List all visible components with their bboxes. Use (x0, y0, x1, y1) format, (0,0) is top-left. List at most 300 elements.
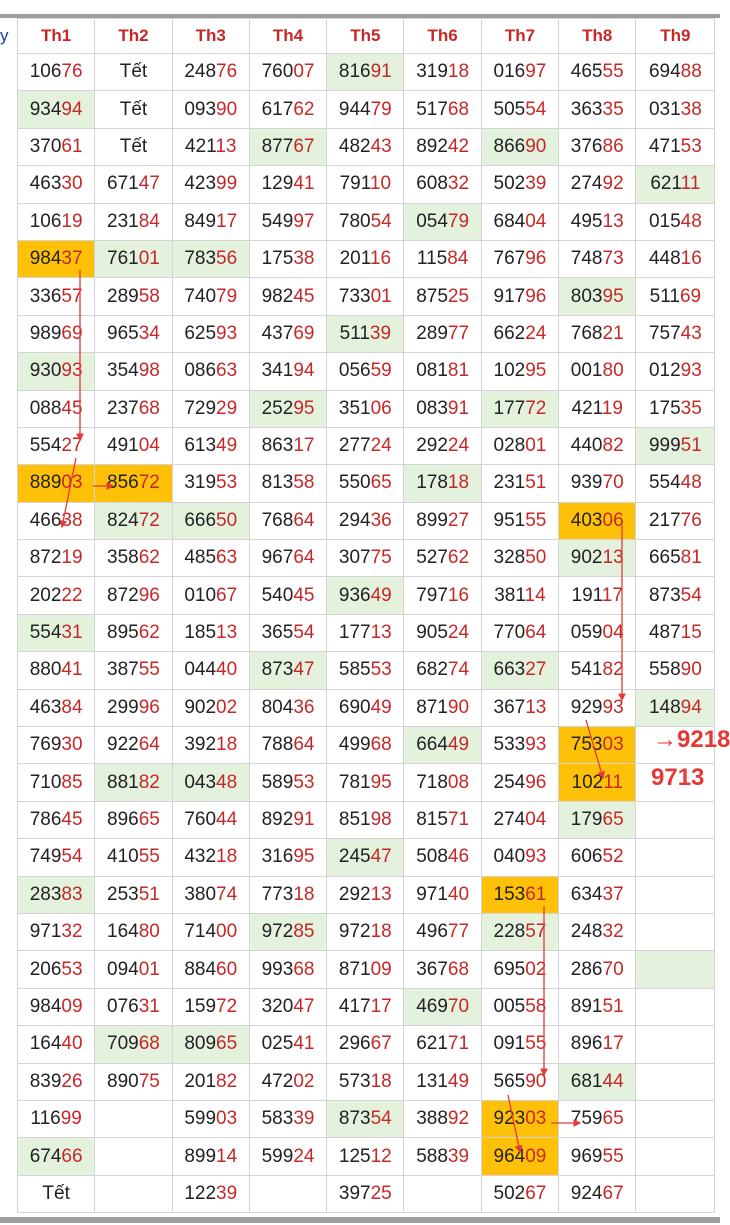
number-head: 088 (29, 397, 62, 419)
number-head: 086 (184, 360, 217, 382)
number-head: 554 (29, 622, 62, 644)
number-tail: 38 (293, 248, 315, 270)
number-tail: 96 (138, 696, 160, 718)
number-tail: 67 (216, 584, 238, 606)
number-tail: 56 (216, 248, 238, 270)
number-tail: 01 (370, 285, 392, 307)
number-head: 417 (338, 995, 371, 1017)
number-tail: 85 (293, 921, 315, 943)
number-tail: 61 (61, 135, 83, 157)
number-tail: 09 (525, 1145, 547, 1167)
number-tail: 68 (447, 98, 470, 120)
number-tail: 92 (602, 173, 624, 195)
number-head: 206 (29, 958, 62, 980)
number-tail: 11 (603, 771, 623, 793)
number-head: 286 (570, 958, 603, 980)
number-head: 358 (107, 547, 139, 569)
number-head: 076 (107, 995, 139, 1017)
number-tail: 09 (61, 995, 83, 1017)
number-head: 773 (261, 883, 294, 905)
number-tail: 44 (216, 809, 238, 830)
number-head: 982 (261, 285, 294, 307)
number-head: 929 (570, 696, 603, 718)
number-head: 972 (338, 921, 371, 943)
number-tail: 70 (602, 958, 624, 980)
number-tail: 95 (370, 771, 392, 793)
number-head: 502 (493, 173, 526, 195)
number-head: 502 (493, 1182, 526, 1204)
number-tail: 16 (447, 584, 470, 606)
number-head: 274 (493, 809, 526, 830)
number-head: 237 (107, 397, 139, 419)
number-tail: 77 (447, 921, 470, 943)
number-head: 664 (416, 734, 448, 756)
number-head: 769 (29, 734, 62, 756)
number-head: 185 (184, 622, 217, 644)
number-head: 299 (107, 696, 139, 718)
number-head: 863 (261, 435, 294, 457)
number-tail: 18 (216, 734, 238, 756)
number-head: 606 (570, 846, 603, 868)
number-tail: 96 (525, 771, 547, 793)
number-tail: 85 (61, 771, 83, 793)
number-head: 252 (261, 397, 294, 419)
number-head: 690 (338, 696, 371, 718)
number-tail: 59 (370, 360, 392, 382)
number-head: 508 (416, 846, 448, 868)
number-tail: 54 (370, 1108, 392, 1130)
number-tail: 24 (525, 322, 547, 344)
number-tail: 21 (602, 322, 624, 344)
number-tail: 52 (602, 846, 624, 868)
number-head: 902 (570, 547, 603, 569)
number-tail: 55 (602, 61, 624, 83)
number-head: 780 (338, 210, 371, 232)
number-head: 613 (184, 435, 217, 457)
number-head: 971 (29, 921, 62, 943)
number-head: 694 (648, 61, 681, 83)
number-head: 081 (416, 360, 448, 382)
number-head: 056 (338, 360, 371, 382)
number-tail: 15 (680, 622, 702, 644)
number-head: 517 (416, 98, 448, 120)
number-tail: 75 (138, 1070, 160, 1092)
number-head: 809 (184, 1033, 217, 1055)
number-head: 710 (29, 771, 62, 793)
number-tail: 54 (525, 98, 547, 120)
number-tail: 77 (447, 322, 470, 344)
number-tail: 54 (61, 846, 83, 868)
number-tail: 99 (60, 1108, 82, 1130)
number-head: 403 (570, 509, 603, 531)
number-tail: 84 (138, 210, 160, 232)
number-head: 253 (107, 883, 139, 905)
number-tail: 55 (138, 846, 160, 868)
number-head: 354 (107, 360, 139, 382)
number-tail: 10 (369, 173, 392, 195)
number-head: 388 (416, 1108, 448, 1130)
number-head: 849 (184, 210, 217, 232)
number-head: 989 (29, 322, 62, 344)
number-tail: 83 (61, 883, 83, 905)
number-tail: 94 (61, 98, 83, 120)
number-tail: 48 (680, 472, 702, 494)
number-head: 540 (261, 584, 294, 606)
number-head: 999 (648, 435, 681, 457)
number-tail: 37 (602, 883, 624, 905)
number-head: 895 (107, 622, 139, 644)
number-tail: 65 (138, 809, 160, 830)
number-tail: 40 (447, 883, 470, 905)
number-tail: 74 (447, 659, 470, 681)
number-head: 376 (570, 135, 603, 157)
number-tail: 84 (61, 696, 83, 718)
number-head: 964 (493, 1145, 526, 1167)
number-tail: 24 (447, 435, 470, 457)
number-tail: 31 (138, 995, 160, 1017)
number-head: 465 (570, 61, 603, 83)
number-head: 496 (416, 921, 448, 943)
number-head: 757 (648, 322, 681, 344)
number-head: 599 (261, 1145, 294, 1167)
number-head: 923 (493, 1108, 526, 1130)
number-head: 292 (338, 883, 371, 905)
number-head: 589 (261, 771, 294, 793)
table-cell: Tết (95, 91, 172, 128)
number-tail: 62 (138, 547, 160, 569)
number-tail: 02 (216, 696, 238, 718)
number-tail: 68 (138, 397, 160, 419)
number-tail: 12 (370, 1145, 392, 1167)
number-head: 714 (184, 921, 217, 943)
number-head: 558 (648, 659, 681, 681)
number-tail: 62 (447, 547, 470, 569)
number-tail: 91 (447, 397, 470, 419)
number-head: 292 (416, 435, 448, 457)
number-tail: 26 (61, 1070, 83, 1092)
number-tail: 40 (61, 1033, 83, 1055)
number-tail: 32 (61, 921, 83, 943)
number-tail: 71 (447, 1033, 470, 1055)
number-head: 681 (570, 1070, 603, 1092)
number-tail: 13 (216, 622, 238, 644)
number-tail: 34 (138, 322, 160, 344)
column-header-9: Th9 (636, 19, 715, 54)
number-tail: 64 (525, 622, 547, 644)
number-tail: 39 (369, 322, 392, 344)
number-tail: 84 (447, 248, 469, 270)
number-tail: 53 (370, 659, 392, 681)
number-head: 381 (494, 584, 525, 606)
number-head: 421 (571, 397, 602, 419)
number-head: 617 (261, 98, 294, 120)
number-head: 884 (184, 958, 217, 980)
number-head: 083 (416, 397, 448, 419)
number-head: 010 (184, 584, 217, 606)
number-tail: 73 (602, 248, 624, 270)
number-tail: 54 (680, 584, 702, 606)
number-head: 541 (570, 659, 603, 681)
number-head: 370 (29, 135, 62, 157)
number-tail: 51 (138, 883, 160, 905)
left-cut-header: y (0, 26, 9, 45)
number-tail: 86 (602, 135, 624, 157)
number-head: 466 (29, 509, 62, 531)
number-head: 012 (648, 360, 681, 382)
number-tail: 68 (447, 958, 470, 980)
number-head: 410 (107, 846, 139, 868)
number-tail: 49 (370, 584, 392, 606)
number-tail: 09 (370, 958, 392, 980)
number-tail: 81 (680, 547, 702, 569)
number-tail: 58 (293, 472, 315, 494)
number-head: 472 (261, 1070, 294, 1092)
number-tail: 47 (293, 995, 315, 1017)
number-tail: 36 (370, 509, 392, 531)
number-tail: 98 (370, 809, 392, 830)
number-head: 336 (29, 285, 62, 307)
number-tail: 38 (680, 98, 702, 120)
number-tail: 97 (293, 210, 315, 232)
number-tail: 67 (525, 1182, 547, 1204)
number-tail: 99 (216, 173, 238, 195)
number-head: 625 (184, 322, 217, 344)
number-head: 031 (648, 98, 681, 120)
number-head: 319 (416, 61, 448, 83)
number-tail: 31 (61, 622, 83, 644)
number-head: 440 (570, 435, 603, 457)
number-head: 231 (107, 210, 139, 232)
number-head: 663 (493, 659, 526, 681)
number-tail: 13 (525, 696, 547, 718)
number-tail: 35 (680, 397, 702, 419)
number-tail: 97 (525, 61, 547, 83)
number-tail: 49 (447, 1070, 470, 1092)
number-tail: 93 (680, 360, 702, 382)
number-tail: 55 (525, 509, 547, 531)
number-tail: 93 (525, 734, 547, 756)
number-tail: 35 (602, 98, 624, 120)
number-tail: 55 (602, 1145, 624, 1167)
number-tail: 24 (370, 435, 392, 457)
number-tail: 47 (293, 659, 315, 681)
number-head: 839 (29, 1070, 62, 1092)
number-tail: 96 (138, 584, 160, 606)
number-head: 783 (184, 248, 217, 270)
number-tail: 53 (61, 958, 83, 980)
number-head: 873 (261, 659, 294, 681)
number-tail: 29 (216, 397, 238, 419)
number-head: 231 (493, 472, 526, 494)
number-head: 890 (107, 1070, 139, 1092)
number-head: 320 (261, 995, 294, 1017)
number-tail: 93 (602, 696, 624, 718)
number-tail: 45 (61, 397, 83, 419)
number-tail: 69 (61, 322, 83, 344)
number-head: 511 (649, 285, 680, 307)
number-head: 896 (107, 809, 139, 830)
number-head: 877 (261, 135, 294, 157)
number-head: 248 (570, 921, 603, 943)
number-tail: 27 (61, 435, 83, 457)
number-tail: 11 (680, 173, 701, 195)
number-head: 175 (648, 397, 681, 419)
number-head: 565 (493, 1070, 526, 1092)
number-head: 001 (570, 360, 603, 382)
number-tail: 16 (369, 248, 392, 270)
number-head: 025 (261, 1033, 294, 1055)
number-head: 159 (184, 995, 217, 1017)
table-cell: Tết (18, 1175, 95, 1212)
number-tail: 46 (447, 846, 470, 868)
number-head: 307 (338, 547, 371, 569)
number-head: 005 (493, 995, 526, 1017)
number-head: 729 (184, 397, 217, 419)
number-head: 296 (338, 1033, 371, 1055)
number-head: 316 (261, 846, 294, 868)
number-tail: 18 (370, 921, 392, 943)
number-head: 289 (107, 285, 139, 307)
number-tail: 18 (370, 1070, 392, 1092)
number-head: 759 (570, 1108, 603, 1130)
number-head: 491 (107, 435, 139, 457)
number-tail: 72 (138, 509, 160, 531)
number-head: 432 (184, 846, 217, 868)
number-head: 733 (338, 285, 371, 307)
number-tail: 69 (679, 285, 702, 307)
number-head: 873 (648, 584, 681, 606)
number-head: 289 (416, 322, 448, 344)
number-tail: 88 (680, 61, 702, 83)
number-head: 588 (416, 1145, 448, 1167)
number-head: 892 (261, 809, 294, 830)
number-tail: 65 (216, 1033, 238, 1055)
bottom-border (0, 1217, 720, 1223)
number-head: 471 (648, 135, 681, 157)
number-head: 768 (570, 322, 603, 344)
number-tail: 49 (216, 435, 238, 457)
number-tail: 55 (138, 659, 160, 681)
number-tail: 06 (370, 397, 392, 419)
number-head: 129 (261, 173, 294, 195)
number-head: 527 (416, 547, 448, 569)
number-head: 875 (416, 285, 448, 307)
number-tail: 43 (370, 135, 392, 157)
number-head: 993 (261, 958, 294, 980)
number-tail: 19 (601, 397, 623, 419)
number-tail: 17 (601, 584, 623, 606)
number-head: 665 (648, 547, 681, 569)
column-header-2: Th2 (95, 19, 172, 54)
number-head: 217 (648, 509, 681, 531)
number-head: 788 (261, 734, 294, 756)
column-header-6: Th6 (404, 19, 481, 54)
number-head: 770 (493, 622, 526, 644)
number-head: 463 (29, 173, 62, 195)
number-head: 367 (493, 696, 526, 718)
number-tail: 37 (61, 248, 83, 270)
number-head: 283 (29, 883, 62, 905)
number-head: 786 (29, 809, 62, 830)
number-head: 634 (570, 883, 603, 905)
number-tail: 02 (293, 1070, 315, 1092)
number-tail: 82 (216, 1070, 238, 1092)
number-tail: 63 (216, 360, 238, 382)
number-tail: 41 (61, 659, 83, 681)
number-head: 028 (493, 435, 526, 457)
number-tail: 95 (293, 846, 315, 868)
number-tail: 64 (293, 547, 315, 569)
number-tail: 76 (216, 61, 238, 83)
number-head: 177 (338, 622, 371, 644)
number-tail: 75 (370, 547, 392, 569)
number-head: 813 (261, 472, 294, 494)
number-tail: 01 (138, 958, 160, 980)
number-head: 254 (493, 771, 526, 793)
number-head: 969 (570, 1145, 603, 1167)
number-head: 599 (184, 1108, 217, 1130)
number-tail: 70 (602, 472, 624, 494)
number-tail: 82 (602, 435, 624, 457)
number-head: 967 (261, 547, 294, 569)
number-tail: 98 (138, 360, 160, 382)
number-tail: 64 (293, 509, 315, 531)
number-head: 505 (493, 98, 526, 120)
number-tail: 39 (525, 173, 547, 195)
column-header-5: Th5 (327, 19, 404, 54)
number-head: 871 (416, 696, 448, 718)
number-tail: 39 (293, 1108, 315, 1130)
number-head: 797 (416, 584, 448, 606)
number-head: 177 (493, 397, 526, 419)
number-head: 674 (29, 1145, 62, 1167)
number-head: 511 (339, 322, 370, 344)
table-cell: Tết (95, 54, 172, 91)
number-tail: 13 (370, 883, 392, 905)
number-tail: 70 (447, 995, 470, 1017)
number-head: 791 (339, 173, 370, 195)
number-tail: 41 (293, 173, 315, 195)
number-head: 392 (184, 734, 217, 756)
number-head: 781 (338, 771, 371, 793)
number-head: 881 (107, 771, 139, 793)
number-tail: 07 (293, 61, 315, 83)
number-head: 116 (30, 1108, 61, 1130)
number-tail: 91 (370, 61, 392, 83)
number-tail: 90 (447, 696, 470, 718)
number-tail: 72 (525, 397, 547, 419)
number-tail: 32 (602, 921, 624, 943)
number-tail: 72 (138, 472, 160, 494)
number-tail: 41 (293, 1033, 315, 1055)
number-head: 944 (338, 98, 371, 120)
number-head: 179 (570, 809, 603, 830)
number-tail: 79 (447, 210, 470, 232)
number-tail: 27 (447, 509, 470, 531)
number-head: 924 (570, 1182, 603, 1204)
number-head: 059 (570, 622, 603, 644)
number-tail: 80 (138, 921, 160, 943)
number-head: 328 (493, 547, 526, 569)
number-head: 201 (184, 1070, 217, 1092)
number-head: 621 (650, 173, 681, 195)
column-header-8: Th8 (559, 19, 636, 54)
number-tail: 04 (525, 809, 547, 830)
number-tail: 91 (293, 809, 315, 830)
number-head: 922 (107, 734, 139, 756)
number-head: 040 (493, 846, 526, 868)
number-head: 153 (493, 883, 526, 905)
